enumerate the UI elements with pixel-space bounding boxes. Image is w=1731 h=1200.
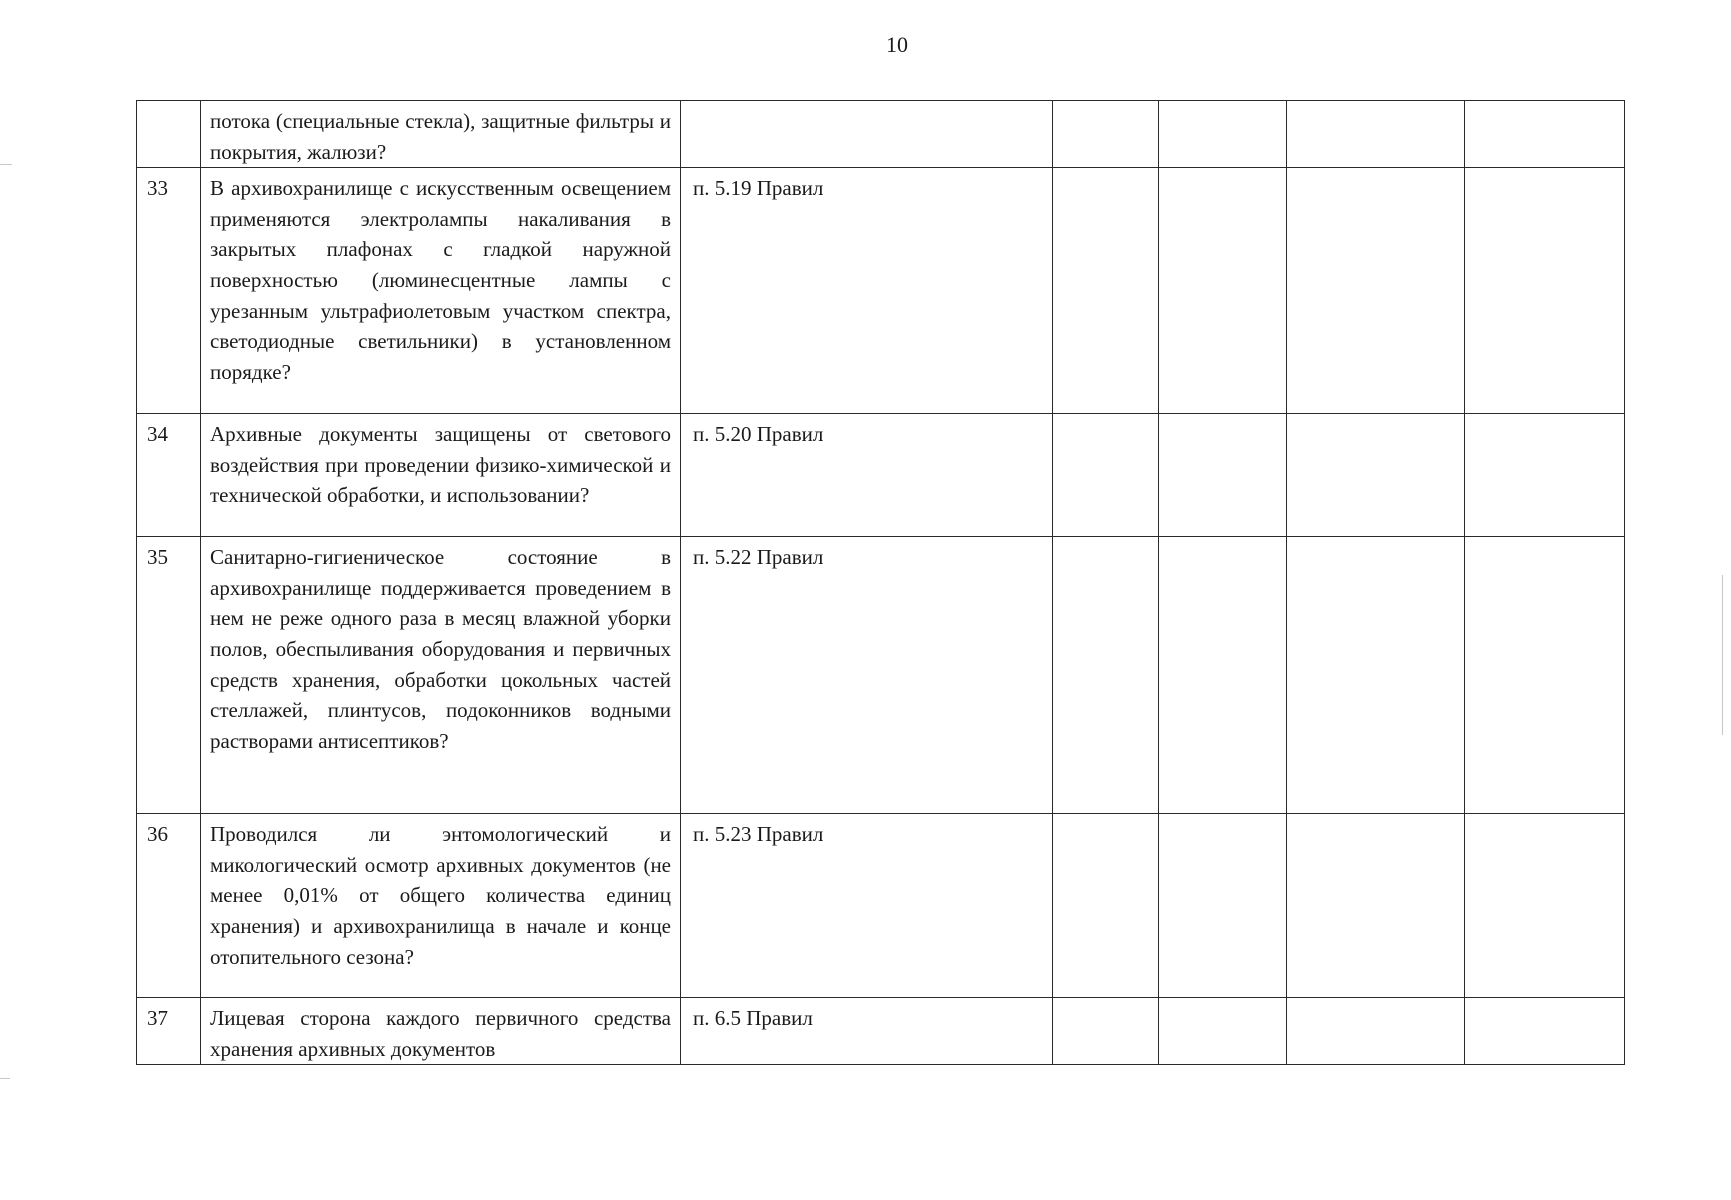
empty-cell (1159, 101, 1287, 168)
row-number: 36 (137, 814, 201, 998)
scan-edge-mark (0, 164, 12, 165)
empty-cell (1159, 537, 1287, 814)
empty-cell (1465, 101, 1625, 168)
table-row (137, 537, 1625, 814)
row-number: 33 (137, 168, 201, 414)
row-reference (681, 101, 1053, 168)
empty-cell (1053, 537, 1159, 814)
empty-cell (1159, 168, 1287, 414)
empty-cell (1465, 168, 1625, 414)
empty-cell (1053, 814, 1159, 998)
scan-edge-mark (1722, 575, 1723, 735)
empty-cell (1465, 814, 1625, 998)
empty-cell (1465, 998, 1625, 1065)
table-row (137, 168, 1625, 414)
page-number: 10 (886, 32, 908, 57)
empty-cell (1287, 168, 1465, 414)
empty-cell (1287, 537, 1465, 814)
row-reference: п. 5.19 Правил (681, 168, 1053, 414)
scan-edge-mark (0, 1078, 10, 1079)
row-number: 34 (137, 414, 201, 537)
row-question: В архивохранилище с искусственным освещением применяются электролампы накаливания в закрытых плафонах с гладкой наружной поверхностью (люминесцентные лампы с урезанным ультрафиолетовым участком спектра, светодиодные светильники) в установленном порядке? (201, 168, 681, 414)
empty-cell (1053, 998, 1159, 1065)
empty-cell (1159, 414, 1287, 537)
empty-cell (1287, 998, 1465, 1065)
empty-cell (1053, 414, 1159, 537)
row-question: потока (специальные стекла), защитные фильтры и покрытия, жалюзи? (201, 101, 681, 168)
row-number: 35 (137, 537, 201, 814)
table-row (137, 414, 1625, 537)
checklist-table (136, 100, 1625, 1065)
empty-cell (1465, 414, 1625, 537)
empty-cell (1053, 168, 1159, 414)
row-question: Архивные документы защищены от светового воздействия при проведении физико-химической и технической обработки, и использовании? (201, 414, 681, 537)
row-reference: п. 5.20 Правил (681, 414, 1053, 537)
row-reference: п. 6.5 Правил (681, 998, 1053, 1065)
row-number (137, 101, 201, 168)
row-question: Лицевая сторона каждого первичного средства хранения архивных документов (201, 998, 681, 1065)
empty-cell (1287, 814, 1465, 998)
empty-cell (1465, 537, 1625, 814)
row-question: Санитарно-гигиеническое состояние в архивохранилище поддерживается проведением в нем не реже одного раза в месяц влажной уборки полов, обеспыливания оборудования и первичных средств хранения, обработки цокольных частей стеллажей, плинтусов, подоконников водными растворами антисептиков? (201, 537, 681, 814)
empty-cell (1287, 101, 1465, 168)
row-question: Проводился ли энтомологический и микологический осмотр архивных документов (не менее 0,01% от общего количества единиц хранения) и архивохранилища в начале и конце отопительного сезона? (201, 814, 681, 998)
row-reference: п. 5.22 Правил (681, 537, 1053, 814)
empty-cell (1159, 814, 1287, 998)
table-row (137, 101, 1625, 168)
row-number: 37 (137, 998, 201, 1065)
row-reference: п. 5.23 Правил (681, 814, 1053, 998)
empty-cell (1287, 414, 1465, 537)
empty-cell (1159, 998, 1287, 1065)
empty-cell (1053, 101, 1159, 168)
table-row (137, 814, 1625, 998)
table-row (137, 998, 1625, 1065)
